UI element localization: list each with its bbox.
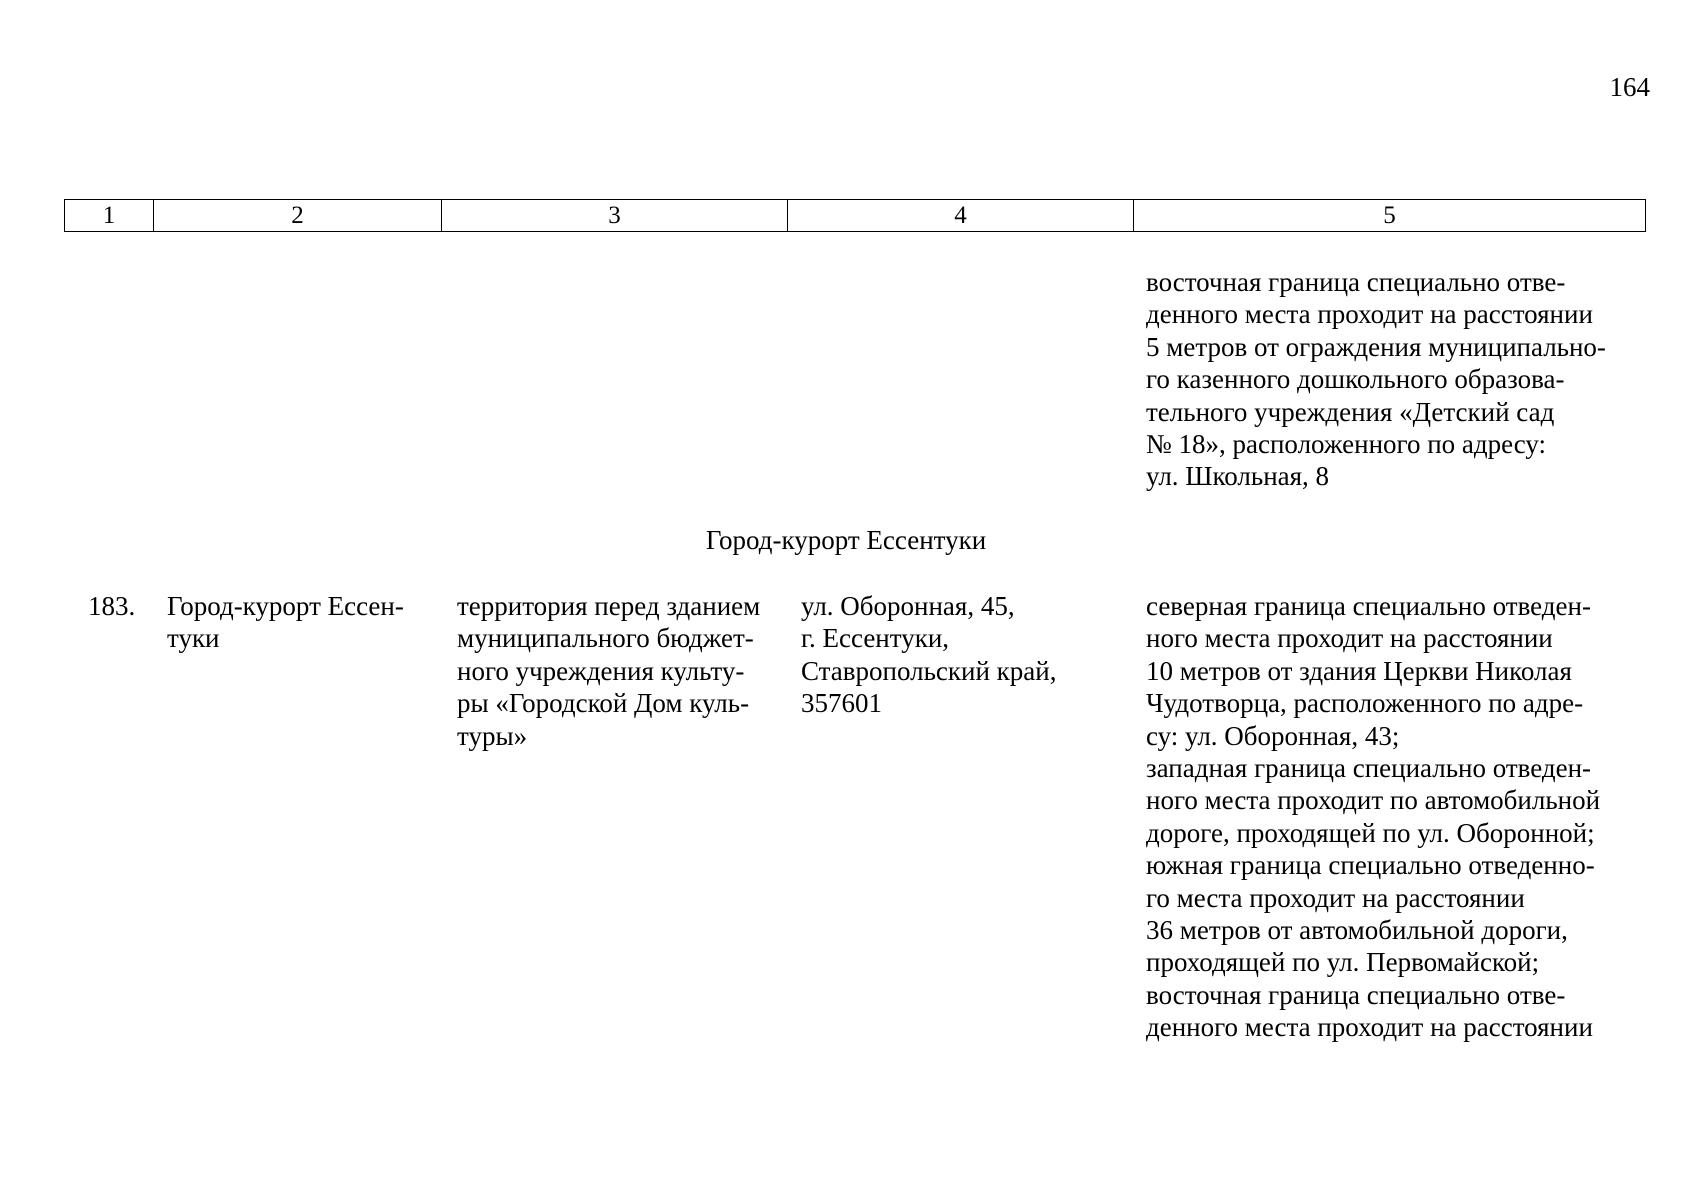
text-line: дороге, проходящей по ул. Оборонной; <box>1146 817 1595 848</box>
column-header-1: 1 <box>65 200 154 232</box>
text-line: г. Ессентуки, <box>801 623 950 654</box>
section-heading-text: Город-курорт Ессентуки <box>705 525 987 555</box>
row-col5-boundaries <box>1146 590 1636 1044</box>
text-line: го казенного дошкольного образова- <box>1146 364 1565 395</box>
continuation-boundary-text <box>1146 266 1636 493</box>
text-line: ного места проходит по автомобильной <box>1146 785 1601 816</box>
column-header-row <box>65 200 1646 232</box>
text-line: Город-курорт Ессен- <box>167 591 404 621</box>
row-col4-address <box>801 590 1121 720</box>
row-col3-territory <box>457 590 781 752</box>
section-heading <box>0 524 1692 556</box>
text-line: ного места проходит на расстоянии <box>1146 623 1553 654</box>
row-number <box>88 590 148 622</box>
text-line: ры «Городской Дом куль- <box>457 688 750 719</box>
text-line: Ставропольский край, <box>801 655 1057 686</box>
text-line: территория перед зданием <box>457 591 761 621</box>
column-header-2: 2 <box>154 200 442 232</box>
column-header-4: 4 <box>788 200 1134 232</box>
text-line: денного места проходит на расстоянии <box>1146 299 1593 330</box>
page-number: 164 <box>1609 72 1650 102</box>
text-line: туки <box>167 623 220 654</box>
text-line: северная граница специально отведен- <box>1146 591 1591 621</box>
text-line: ного учреждения культу- <box>457 655 745 686</box>
text-line: западная граница специально отведен- <box>1146 753 1592 784</box>
text-line: го места проходит на расстоянии <box>1146 882 1525 913</box>
text-line: № 18», расположенного по адресу: <box>1146 429 1547 460</box>
text-line: су: ул. Оборонная, 43; <box>1146 720 1400 751</box>
column-header-5: 5 <box>1134 200 1646 232</box>
text-line: 36 метров от автомобильной дороги, <box>1146 915 1568 946</box>
text-line: Чудотворца, расположенного по адре- <box>1146 688 1584 719</box>
text-line: денного места проходит на расстоянии <box>1146 1012 1593 1043</box>
row-number-text: 183. <box>88 591 136 621</box>
text-line: 5 метров от ограждения муниципально- <box>1146 331 1606 362</box>
row-col2-municipality <box>167 590 435 655</box>
text-line: туры» <box>457 720 528 751</box>
text-line: тельного учреждения «Детский сад <box>1146 396 1555 427</box>
text-line: муниципального бюджет- <box>457 623 754 654</box>
text-line: ул. Оборонная, 45, <box>801 591 1015 621</box>
column-header-3: 3 <box>442 200 788 232</box>
text-line: восточная граница специально отве- <box>1146 979 1566 1010</box>
text-line: 10 метров от здания Церкви Николая <box>1146 655 1572 686</box>
text-line: 357601 <box>801 688 882 719</box>
text-line: проходящей по ул. Первомайской; <box>1146 947 1540 978</box>
text-line: восточная граница специально отве- <box>1146 267 1566 297</box>
text-line: южная граница специально отведенно- <box>1146 850 1595 881</box>
text-line: ул. Школьная, 8 <box>1146 461 1330 492</box>
column-header-table <box>64 199 1646 232</box>
